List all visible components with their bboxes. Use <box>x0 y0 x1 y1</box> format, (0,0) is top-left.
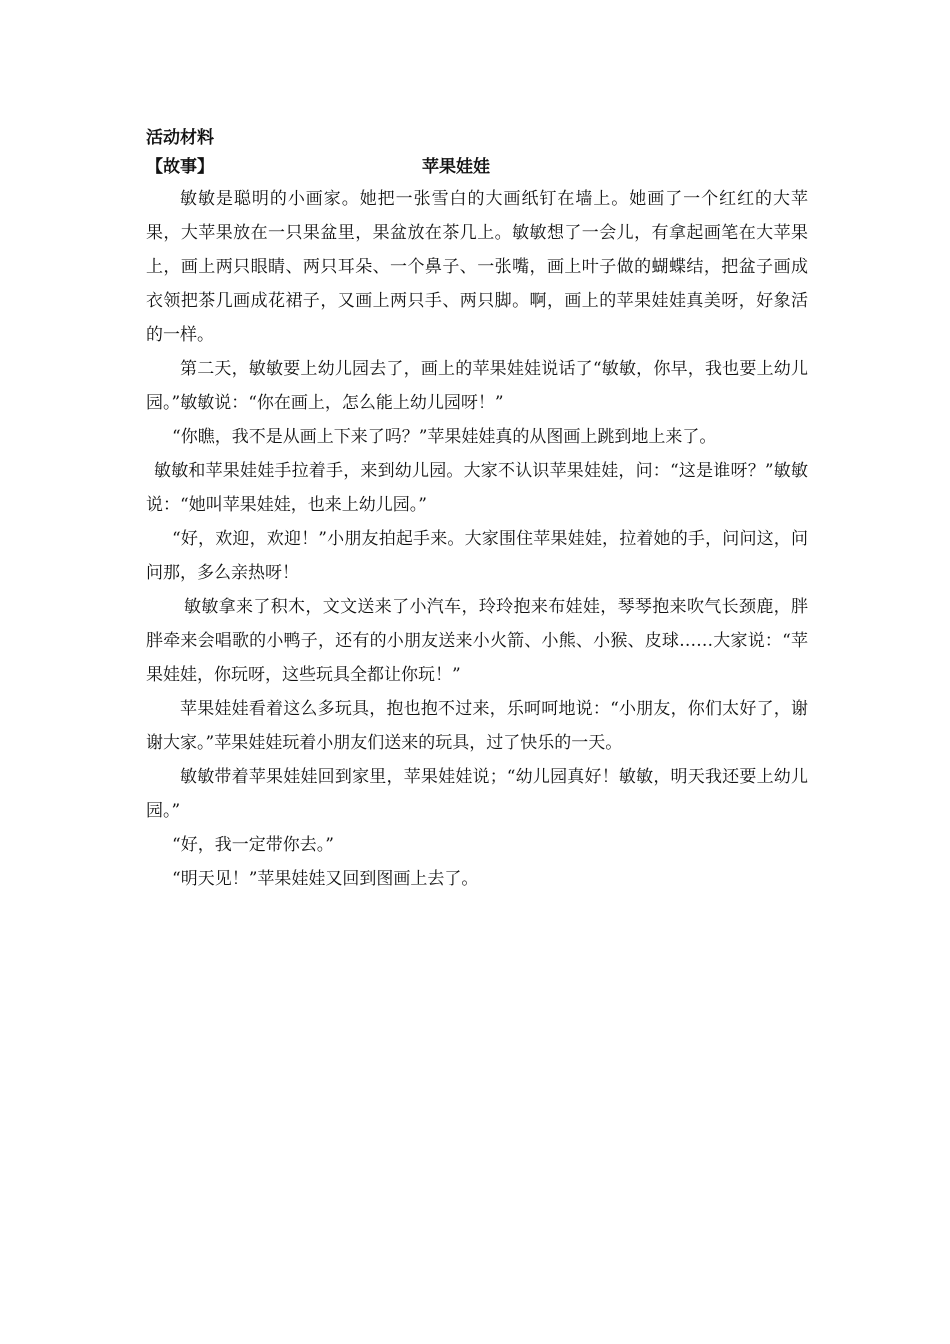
story-paragraph-8: 敏敏带着苹果娃娃回到家里，苹果娃娃说；“幼儿园真好！敏敏，明天我还要上幼儿园。” <box>146 767 808 821</box>
document-page <box>146 124 808 896</box>
story-header <box>146 152 808 182</box>
story-paragraph-6: 敏敏拿来了积木，文文送来了小汽车，玲玲抱来布娃娃，琴琴抱来吹气长颈鹿，胖胖牵来会唱歌的小鸭子，还有的小朋友送来小火箭、小熊、小猴、皮球……大家说：“苹果娃娃，你玩呀，这些玩具全都让你玩！” <box>146 597 808 685</box>
story-paragraph-7: 苹果娃娃看着这么多玩具，抱也抱不过来，乐呵呵地说：“小朋友，你们太好了，谢谢大家。”苹果娃娃玩着小朋友们送来的玩具，过了快乐的一天。 <box>146 699 808 753</box>
section-heading: 活动材料 <box>146 128 214 148</box>
story-paragraph-5: “好，欢迎，欢迎！”小朋友拍起手来。大家围住苹果娃娃，拉着她的手，问问这，问问那，多么亲热呀！ <box>146 529 808 583</box>
story-paragraph-4: 敏敏和苹果娃娃手拉着手，来到幼儿园。大家不认识苹果娃娃，问：“这是谁呀？”敏敏说：“她叫苹果娃娃，也来上幼儿园。” <box>146 461 808 515</box>
story-body <box>146 182 808 896</box>
story-paragraph-2: 第二天，敏敏要上幼儿园去了，画上的苹果娃娃说话了“敏敏，你早，我也要上幼儿园。”敏敏说：“你在画上，怎么能上幼儿园呀！” <box>146 359 808 413</box>
story-tag: 【故事】 <box>146 157 214 177</box>
story-paragraph-3: “你瞧，我不是从画上下来了吗？”苹果娃娃真的从图画上跳到地上来了。 <box>172 427 717 447</box>
story-paragraph-1: 敏敏是聪明的小画家。她把一张雪白的大画纸钉在墙上。她画了一个红红的大苹果，大苹果放在一只果盆里，果盆放在茶几上。敏敏想了一会儿，有拿起画笔在大苹果上，画上两只眼睛、两只耳朵、一个鼻子、一张嘴，画上叶子做的蝴蝶结，把盆子画成衣领把茶几画成花裙子，又画上两只手、两只脚。啊，画上的苹果娃娃真美呀，好象活的一样。 <box>146 189 808 345</box>
story-title: 苹果娃娃 <box>422 157 490 177</box>
story-paragraph-10: “明天见！”苹果娃娃又回到图画上去了。 <box>172 869 479 889</box>
story-paragraph-9: “好，我一定带你去。” <box>172 835 334 855</box>
